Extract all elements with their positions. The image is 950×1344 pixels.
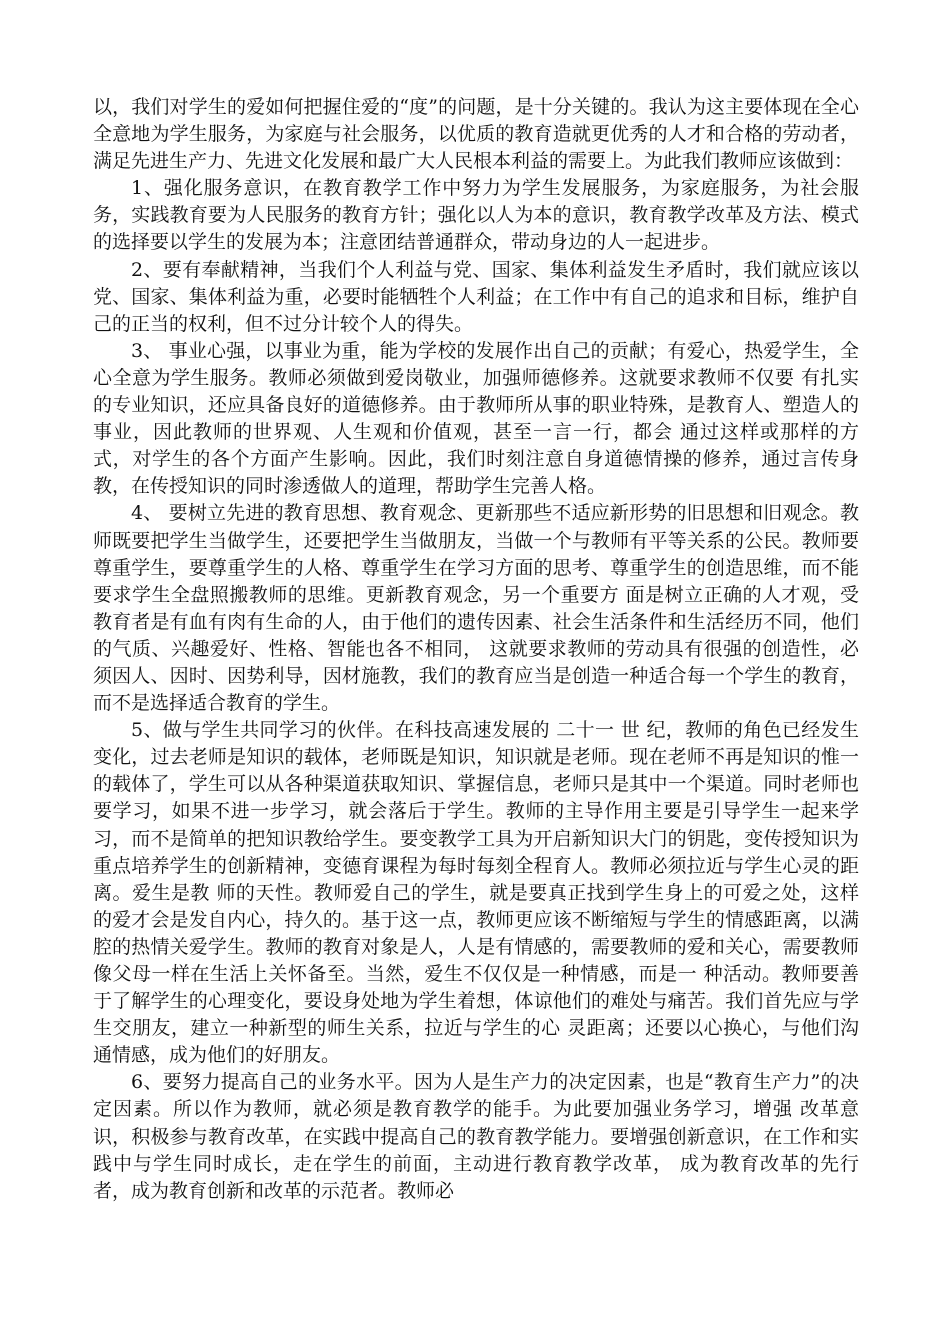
paragraph-point-6: 6、要努力提高自己的业务水平。因为人是生产力的决定因素，也是“教育生产力”的决定因素。所以作为教师，就必须是教育教学的能手。为此要加强业务学习，增强 改革意识，积极参与教育改革，在实践中提高自己的教育教学能力。要增强创新意识，在工作和实践中与学生同时成长，走在学生的前面，主动进行教育教学改革， 成为教育改革的先行者，成为教育创新和改革的示范者。教师必: [93, 1071, 859, 1202]
paragraph-point-5: 5、做与学生共同学习的伙伴。在科技高速发展的 二十一 世 纪，教师的角色已经发生变化，过去老师是知识的载体，老师既是知识，知识就是老师。现在老师不再是知识的惟一的载体了，学生可以从各种渠道获取知识、掌握信息，老师只是其中一个渠道。同时老师也要学习，如果不进一步学习，就会落后于学生。教师的主导作用主要是引导学生一起来学习，而不是简单的把知识教给学生。要变教学工具为开启新知识大门的钥匙，变传授知识为重点培养学生的创新精神，变德育课程为每时每刻全程育人。教师必须拉近与学生心灵的距离。爱生是教 师的天性。教师爱自己的学生，就是要真正找到学生身上的可爱之处，这样的爱才会是发自内心，持久的。基于这一点，教师更应该不断缩短与学生的情感距离，以满腔的热情关爱学生。教师的教育对象是人，人是有情感的，需要教师的爱和关心，需要教师像父母一样在生活上关怀备至。当然，爱生不仅仅是一种情感，而是一 种活动。教师要善于了解学生的心理变化，要设身处地为学生着想，体谅他们的难处与痛苦。我们首先应与学生交朋友，建立一种新型的师生关系，拉近与学生的心 灵距离；还要以心换心，与他们沟通情感，成为他们的好朋友。: [93, 719, 859, 1067]
paragraph-point-1: 1、强化服务意识，在教育教学工作中努力为学生发展服务，为家庭服务，为社会服务，实践教育要为人民服务的教育方针；强化以人为本的意识，教育教学改革及方法、模式的选择要以学生的发展为本；注意团结普通群众，带动身边的人一起进步。: [93, 177, 859, 254]
paragraph-point-4: 4、 要树立先进的教育思想、教育观念、更新那些不适应新形势的旧思想和旧观念。教师既要把学生当做学生，还要把学生当做朋友，当做一个与教师有平等关系的公民。教师要尊重学生，要尊重学生的人格、尊重学生在学习方面的思考、尊重学生的创造思维，而不能要求学生全盘照搬教师的思维。更新教育观念，另一个重要方 面是树立正确的人才观，受教育者是有血有肉有生命的人，由于他们的遗传因素、社会生活条件和生活经历不同，他们的气质、兴趣爱好、性格、智能也各不相同， 这就要求教师的劳动具有很强的创造性，必须因人、因时、因势利导，因材施教，我们的教育应当是创造一种适合每一个学生的教育，而不是选择适合教育的学生。: [93, 502, 859, 715]
paragraph-intro: 以，我们对学生的爱如何把握住爱的“度”的问题，是十分关键的。我认为这主要体现在全心全意地为学生服务，为家庭与社会服务，以优质的教育造就更优秀的人才和合格的劳动者，满足先进生产力、先进文化发展和最广大人民根本利益的需要上。为此我们教师应该做到：: [93, 96, 859, 173]
paragraph-point-2: 2、要有奉献精神，当我们个人利益与党、国家、集体利益发生矛盾时，我们就应该以党、国家、集体利益为重，必要时能牺牲个人利益；在工作中有自己的追求和目标，维护自己的正当的权利，但不过分计较个人的得失。: [93, 258, 859, 335]
paragraph-point-3: 3、 事业心强，以事业为重，能为学校的发展作出自己的贡献；有爱心，热爱学生，全心全意为学生服务。教师必须做到爱岗敬业，加强师德修养。这就要求教师不仅要 有扎实的专业知识，还应具备良好的道德修养。由于教师所从事的职业特殊，是教育人、塑造人的事业，因此教师的世界观、人生观和价值观，甚至一言一行，都会 通过这样或那样的方式，对学生的各个方面产生影响。因此，我们时刻注意自身道德情操的修养，通过言传身教，在传授知识的同时渗透做人的道理，帮助学生完善人格。: [93, 339, 859, 498]
document-body: [93, 94, 859, 1205]
